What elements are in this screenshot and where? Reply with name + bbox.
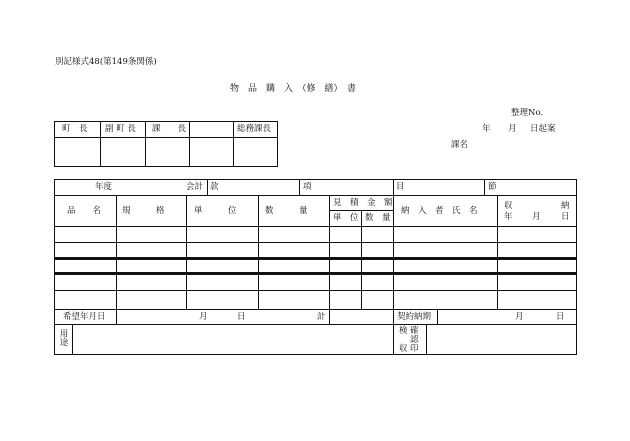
kenshu-nin: 認 xyxy=(410,335,419,345)
no-header: 納 xyxy=(561,201,570,211)
mitsumori-suryo-header: 数 量 xyxy=(365,213,391,223)
hi-header: 日 xyxy=(561,212,570,222)
item-row-line xyxy=(54,290,577,291)
keiyaku-month: 月 xyxy=(515,312,524,322)
tani-header: 単 位 xyxy=(194,206,237,216)
kenshu-in: 印 xyxy=(410,344,419,354)
suryo-header: 数 量 xyxy=(265,206,308,216)
shu-header: 収 xyxy=(504,201,513,211)
nendo-label: 年度 xyxy=(95,182,113,192)
approval-chou: 町 長 xyxy=(62,124,88,134)
nen-header: 年 xyxy=(504,212,513,222)
kaikei-label: 会計 xyxy=(186,182,204,192)
approval-soumukachou: 総務課長 xyxy=(237,124,272,134)
keiyaku-label: 契約納期 xyxy=(397,312,432,322)
mitsumori-header: 見 積 金 額 xyxy=(333,198,393,208)
kenshu-shu: 収 xyxy=(399,344,408,354)
date-year-label: 年 xyxy=(482,124,491,134)
yoto-box xyxy=(54,324,577,355)
moku-label: 目 xyxy=(396,182,405,192)
approval-divider xyxy=(54,137,278,138)
thick-divider xyxy=(54,272,577,275)
kan-label: 款 xyxy=(210,182,219,192)
mitsumori-tani-header: 単 位 xyxy=(333,213,359,223)
date-kian-label: 日起案 xyxy=(530,124,556,134)
kou-label: 項 xyxy=(303,182,312,192)
kenshu-ken: 検 xyxy=(399,326,408,336)
hinmei-header: 品 名 xyxy=(67,206,102,216)
kibo-day: 日 xyxy=(237,312,246,322)
kikaku-header: 規 格 xyxy=(122,206,165,216)
approval-fukuchou: 副 町 長 xyxy=(105,124,136,134)
yoto-label: 用途 xyxy=(58,329,68,346)
item-row-line xyxy=(54,242,577,243)
kenshu-kaku: 確 xyxy=(410,326,419,336)
setsu-label: 節 xyxy=(488,182,497,192)
kibo-label: 希望年月日 xyxy=(63,312,106,322)
seiri-no-label: 整理No. xyxy=(511,108,544,118)
tsuki-header: 月 xyxy=(532,212,541,222)
kibo-month: 月 xyxy=(199,312,208,322)
keiyaku-day: 日 xyxy=(556,312,565,322)
kei-label: 計 xyxy=(317,312,326,322)
date-month-label: 月 xyxy=(508,124,517,134)
nonyusha-header: 納 入 者 氏 名 xyxy=(401,206,478,216)
approval-kachou: 課 長 xyxy=(152,124,187,134)
main-table xyxy=(54,179,577,325)
thick-divider xyxy=(54,257,577,260)
form-label: 別記様式48(第149条関係) xyxy=(55,57,157,67)
kamei-label: 課名 xyxy=(451,140,469,150)
document-title: 物 品 購 入 （修 繕） 書 xyxy=(230,84,357,94)
